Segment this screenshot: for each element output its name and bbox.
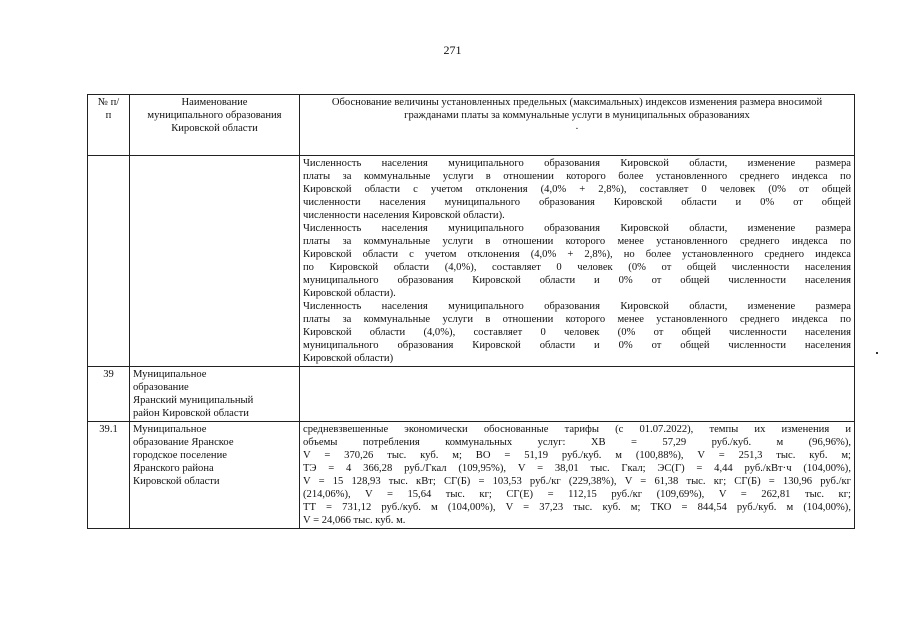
text-line: V = 370,26 тыс. куб. м; ВО = 51,19 руб./куб. м (100,88%), V = 251,3 тыс. куб. м; bbox=[303, 450, 851, 461]
page-number: 271 bbox=[443, 43, 462, 57]
name-line: Яранский муниципальный bbox=[133, 395, 254, 406]
name-line: район Кировской области bbox=[133, 408, 249, 419]
name-line: образование Яранское bbox=[133, 437, 234, 448]
header-basis: Обоснование величины установленных предельных (максимальных) индексов изменения размера вносимой гражданами платы за коммунальные услуги в муниципальных образованиях . bbox=[300, 95, 855, 156]
cell-num: 39.1 bbox=[88, 422, 130, 529]
cell-name bbox=[130, 422, 300, 529]
tariff-table bbox=[87, 94, 855, 529]
cell-name bbox=[130, 367, 300, 422]
text-line: V = 24,066 тыс. куб. м. bbox=[303, 515, 406, 526]
text-line: численности населения муниципального образования Кировской области и 0% от общей bbox=[303, 197, 851, 208]
header-num: № п/п bbox=[88, 95, 130, 156]
name-line: Муниципальное bbox=[133, 424, 207, 435]
name-line: Муниципальное bbox=[133, 369, 207, 380]
text-line: ТЭ = 4 366,28 руб./Гкал (109,95%), V = 38,01 тыс. Гкал; ЭС(Г) = 4,44 руб./кВт·ч (104,00%), bbox=[303, 463, 851, 474]
text-line: V = 15 128,93 тыс. кВт; СГ(Б) = 103,53 руб./кг (229,38%), V = 61,38 тыс. кг; СГ(Б) = 130,96 руб./кг bbox=[303, 476, 851, 487]
text-line: платы за коммунальные услуги в отношении которого менее установленного среднего индекса по bbox=[303, 314, 851, 325]
header-mark: . bbox=[575, 121, 579, 132]
name-line: образование bbox=[133, 382, 189, 393]
text-line: Кировской области). bbox=[303, 288, 396, 299]
table-row bbox=[88, 156, 855, 367]
table-header-row bbox=[88, 95, 855, 156]
name-line: Яранского района bbox=[133, 463, 214, 474]
text-line: средневзвешенные экономически обоснованные тарифы (с 01.07.2022), темпы их изменения и bbox=[303, 424, 851, 435]
cell-basis-tariffs bbox=[300, 422, 855, 529]
scan-dot bbox=[876, 352, 878, 354]
cell-num bbox=[88, 156, 130, 367]
table-row bbox=[88, 422, 855, 529]
cell-num: 39 bbox=[88, 367, 130, 422]
text-line: платы за коммунальные услуги в отношении которого менее установленного среднего индекса по bbox=[303, 236, 851, 247]
name-line: городское поселение bbox=[133, 450, 227, 461]
text-line: Кировской области с учетом отклонения (4,0% + 2,8%), составляет 0 человек (0% от общей bbox=[303, 184, 851, 195]
name-line: Кировской области bbox=[133, 476, 220, 487]
text-line: Численность населения муниципального образования Кировской области, изменение размера bbox=[303, 223, 851, 234]
text-line: Кировской области (4,0%), составляет 0 человек (0% от общей численности населения bbox=[303, 327, 851, 338]
text-line: платы за коммунальные услуги в отношении которого более установленного среднего индекса по bbox=[303, 171, 851, 182]
text-line: Численность населения муниципального образования Кировской области, изменение размера bbox=[303, 301, 851, 312]
table-row bbox=[88, 367, 855, 422]
cell-basis-continuation bbox=[300, 156, 855, 367]
text-line: численности населения Кировской области). bbox=[303, 210, 505, 221]
text-line: Численность населения муниципального образования Кировской области, изменение размера bbox=[303, 158, 851, 169]
text-line: ТТ = 731,12 руб./куб. м (104,00%), V = 37,23 тыс. куб. м; ТКО = 844,54 руб./куб. м (104,00%), bbox=[303, 502, 851, 513]
header-municipality-name: Наименование муниципального образования Кировской области bbox=[130, 95, 300, 156]
text-line: (214,06%), V = 15,64 тыс. кг; СГ(Е) = 112,15 руб./кг (109,69%), V = 262,81 тыс. кг; bbox=[303, 489, 851, 500]
text-line: объемы потребления коммунальных услуг: ХВ = 57,29 руб./куб. м (96,96%), bbox=[303, 437, 851, 448]
cell-name bbox=[130, 156, 300, 367]
text-line: муниципального образования Кировской области и 0% от общей численности населения bbox=[303, 340, 851, 351]
text-line: по Кировской области (4,0%), составляет 0 человек (0% от общей численности населения bbox=[303, 262, 851, 273]
text-line: Кировской области) bbox=[303, 353, 394, 364]
cell-basis bbox=[300, 367, 855, 422]
text-line: Кировской области с учетом отклонения (4,0% + 2,8%), но более установленного среднего индекса bbox=[303, 249, 851, 260]
text-line: муниципального образования Кировской области и 0% от общей численности населения bbox=[303, 275, 851, 286]
